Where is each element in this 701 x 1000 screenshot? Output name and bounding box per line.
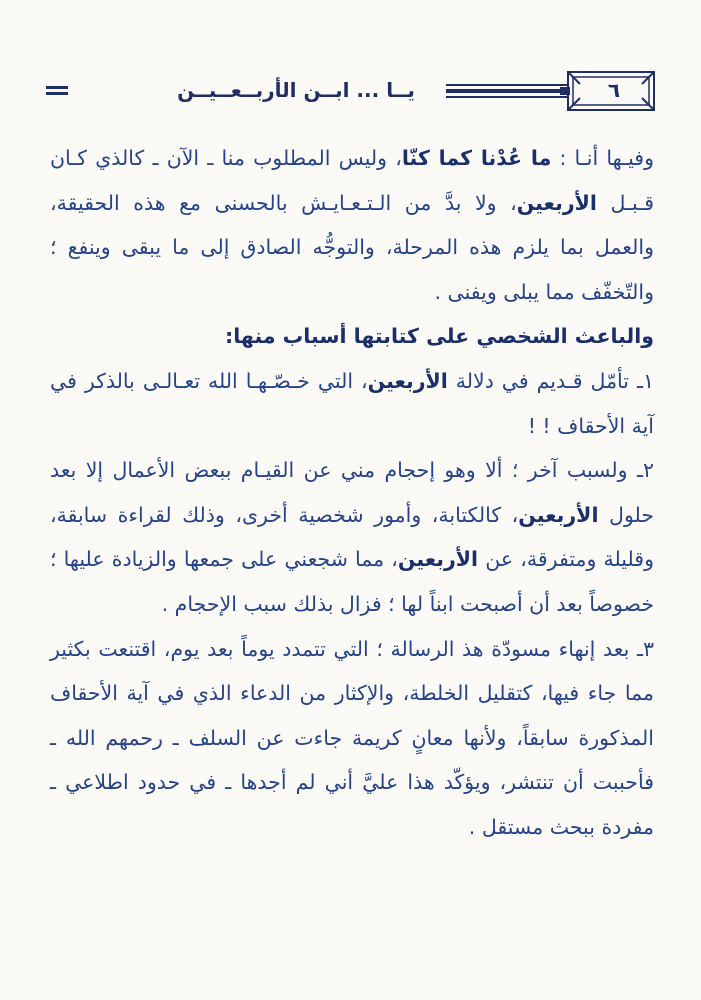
item-number: ٣ <box>642 636 654 661</box>
item-text: ، التي خـصّـهـا الله تعـالـى بالذكر في آية الأحقاف ! ! <box>50 368 654 438</box>
intro-text-2: ، وليس المطلوب منا ـ الآن ـ كالذي كـان قـبـل <box>50 146 654 215</box>
intro-text-3: ، ولا بدَّ من الـتـعـايـش بالحسنى مع هذه الحقيقة، والعمل بما يلزم هذه المرحلة، والتوجُّه الصادق إلى ما يبقى وينفع ؛ والتّخفّف مما يبلى ويفنى . <box>50 190 654 304</box>
item-emphasis: الأربعين <box>518 502 599 527</box>
list-item-1 <box>50 359 654 448</box>
section-subheading: والباعث الشخصي على كتابتها أسباب منها: <box>225 324 654 349</box>
intro-emphasis-2: الأربعين <box>516 190 597 215</box>
item-number: ٢ <box>642 458 654 483</box>
page-header <box>40 66 660 118</box>
item-number: ١ <box>642 368 654 393</box>
page-number: ٦ <box>607 78 621 102</box>
item-text: ـ تأمّل قـديم في دلالة <box>447 368 643 393</box>
item-text: ، كالكتابة، وأمور شخصية أخرى، وذلك لقراءة سابقة، وقليلة ومتفرقة، عن <box>50 502 654 572</box>
intro-emphasis-1: ما عُدْنا كما كنّا <box>401 146 552 170</box>
intro-paragraph <box>50 136 654 314</box>
item-text: ـ ولسبب آخر ؛ ألا وهو إحجام مني عن القيـام ببعض الأعمال إلا بعد حلول <box>50 458 654 527</box>
intro-text-1: وفيـها أنـا : <box>551 146 654 170</box>
list-item-2 <box>50 448 654 626</box>
item-emphasis: الأربعين <box>397 547 479 572</box>
item-text: ـ بعد إنهاء مسودّة هذ الرسالة ؛ التي تتمدد يوماً بعد يوم، اقتنعت بكثير مما جاء فيها، كتقليل الخلطة، والإكثار من الدعاء الذي في آية الأحقاف المذكورة سابقاً، ولأنها معانٍ كريمة جاءت عن السلف ـ رحمهم الله ـ فأحببت أن تنتشر، ويؤكّد هذا عليَّ أني لم أجدها ـ في حدود اطلاعي ـ مفردة ببحث مستقل . <box>50 636 654 839</box>
item-text: ، مما شجعني على جمعها والزيادة عليها ؛ خصوصاً بعد أن أصبحت ابناً لها ؛ فزال بذلك سبب الإحجام . <box>50 547 654 616</box>
list-item-3 <box>50 627 654 850</box>
running-title: يــا ... ابــن الأربــعــيــن <box>146 74 446 106</box>
body-text <box>50 136 654 850</box>
item-emphasis: الأربعين <box>367 368 448 393</box>
